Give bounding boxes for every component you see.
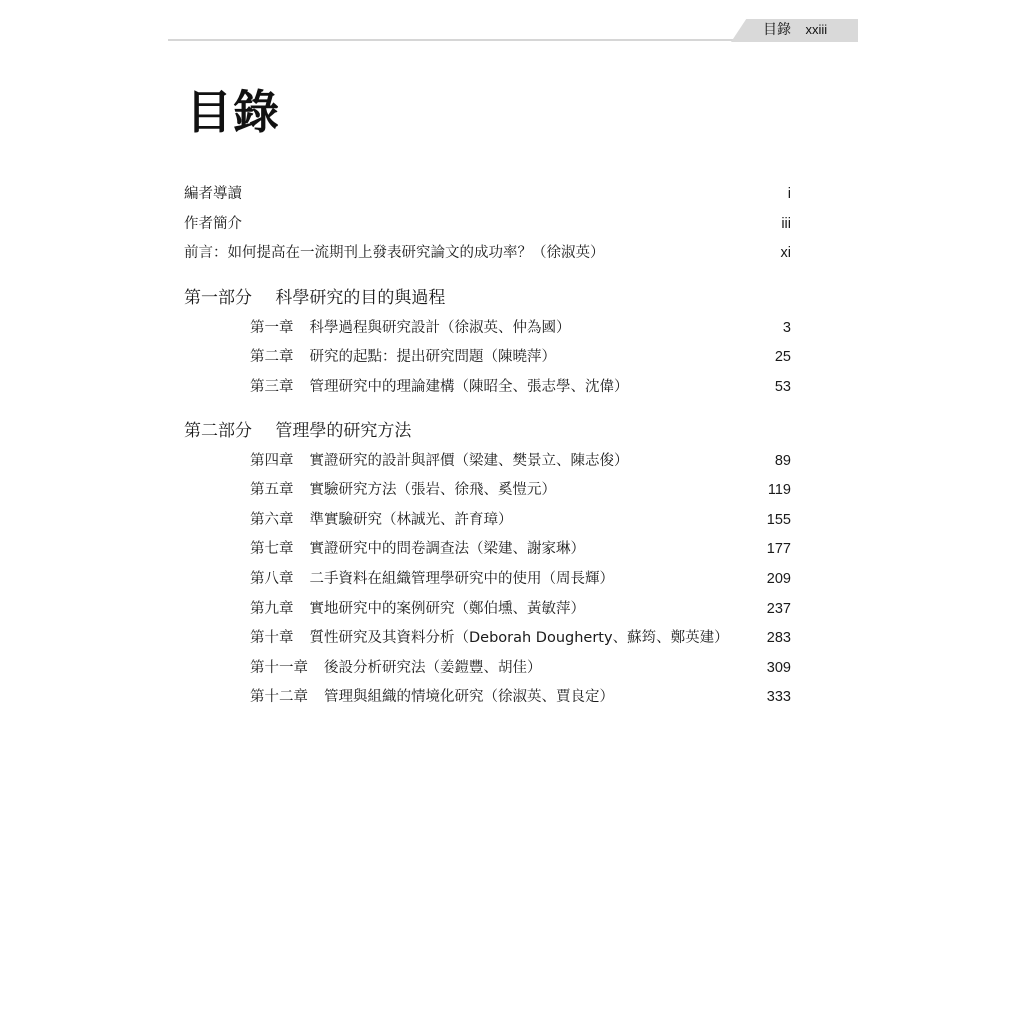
toc-chapter-row [184, 314, 791, 344]
toc-chapter-row [184, 535, 791, 565]
toc-chapter-row [184, 506, 791, 536]
toc-chapter-number: 第四章 [250, 452, 294, 469]
toc-chapter-page: 237 [766, 600, 791, 617]
toc-chapter-number: 第五章 [250, 482, 294, 499]
toc-chapter-title: 實證研究的設計與評價（梁建、樊景立、陳志俊） [309, 452, 629, 469]
toc-front-matter-row [184, 180, 791, 210]
toc-chapter-number: 第九章 [250, 600, 294, 617]
toc-chapter-page: 53 [774, 378, 791, 395]
toc-chapter-row [184, 373, 791, 403]
running-header-section: 目錄 [763, 22, 791, 38]
toc-chapter-page: 177 [766, 541, 791, 558]
toc-front-matter-row [184, 210, 791, 240]
toc-chapter-page: 309 [766, 659, 791, 676]
toc-chapter-title: 準實驗研究（林誠光、許育璋） [309, 511, 513, 528]
toc-chapter-title: 管理與組織的情境化研究（徐淑英、賈良定） [324, 689, 614, 706]
toc-chapter-title: 研究的起點：提出研究問題（陳曉萍） [309, 349, 556, 366]
toc-chapter-row [184, 683, 791, 713]
toc-chapter-row [184, 595, 791, 625]
toc-entry-label: 前言：如何提高在一流期刊上發表研究論文的成功率？（徐淑英） [184, 245, 605, 262]
toc-entry-page: xi [780, 245, 791, 262]
toc-part-number: 第二部分 [184, 420, 252, 441]
toc-chapter-page: 25 [774, 349, 791, 366]
toc-chapter-number: 第八章 [250, 570, 294, 587]
toc-chapter-title: 實證研究中的問卷調查法（梁建、謝家琳） [309, 541, 585, 558]
toc-chapter-title: 質性研究及其資料分析（Deborah Dougherty、蘇筠、鄭英建） [309, 630, 729, 647]
toc-chapter-number: 第三章 [250, 378, 294, 395]
toc-chapter-page: 89 [774, 452, 791, 469]
toc-chapter-number: 第一章 [250, 319, 294, 336]
toc-chapter-row [184, 565, 791, 595]
toc-chapter-row [184, 447, 791, 477]
toc-chapter-page: 283 [766, 630, 791, 647]
toc-chapter-row [184, 624, 791, 654]
toc-chapter-title: 管理研究中的理論建構（陳昭全、張志學、沈偉） [309, 378, 629, 395]
toc-chapter-number: 第十一章 [250, 659, 308, 676]
toc-chapter-title: 科學過程與研究設計（徐淑英、仲為國） [309, 319, 571, 336]
toc-front-matter-row [184, 239, 791, 269]
page-title: 目錄 [186, 85, 280, 139]
toc-chapter-number: 第十章 [250, 630, 294, 647]
running-header-page-number: xxiii [805, 22, 828, 37]
toc-part-number: 第一部分 [184, 287, 252, 308]
toc-chapter-title: 二手資料在組織管理學研究中的使用（周長輝） [309, 570, 614, 587]
toc-part-heading [184, 283, 791, 313]
toc-part-title: 管理學的研究方法 [275, 420, 412, 441]
toc-chapter-row [184, 654, 791, 684]
running-header [763, 21, 827, 39]
toc-chapter-title: 實驗研究方法（張岩、徐飛、奚愷元） [309, 482, 556, 499]
toc-entry-page: i [787, 186, 791, 202]
toc-chapter-title: 後設分析研究法（姜鎧豐、胡佳） [324, 659, 542, 676]
toc-chapter-row [184, 343, 791, 373]
table-of-contents [184, 180, 791, 713]
toc-chapter-page: 155 [766, 511, 791, 528]
toc-chapter-number: 第六章 [250, 511, 294, 528]
toc-entry-label: 作者簡介 [184, 215, 242, 232]
toc-chapter-page: 3 [782, 319, 791, 336]
toc-chapter-page: 209 [766, 570, 791, 587]
toc-part-title: 科學研究的目的與過程 [275, 287, 446, 308]
toc-entry-page: iii [781, 215, 791, 232]
toc-chapter-number: 第二章 [250, 349, 294, 366]
toc-part-heading [184, 416, 791, 446]
toc-chapter-page: 119 [767, 482, 791, 499]
toc-chapter-row [184, 476, 791, 506]
toc-chapter-number: 第十二章 [250, 689, 308, 706]
toc-chapter-page: 333 [766, 689, 791, 706]
toc-entry-label: 編者導讀 [184, 186, 242, 202]
toc-chapter-number: 第七章 [250, 541, 294, 558]
toc-chapter-title: 實地研究中的案例研究（鄭伯壎、黃敏萍） [309, 600, 585, 617]
